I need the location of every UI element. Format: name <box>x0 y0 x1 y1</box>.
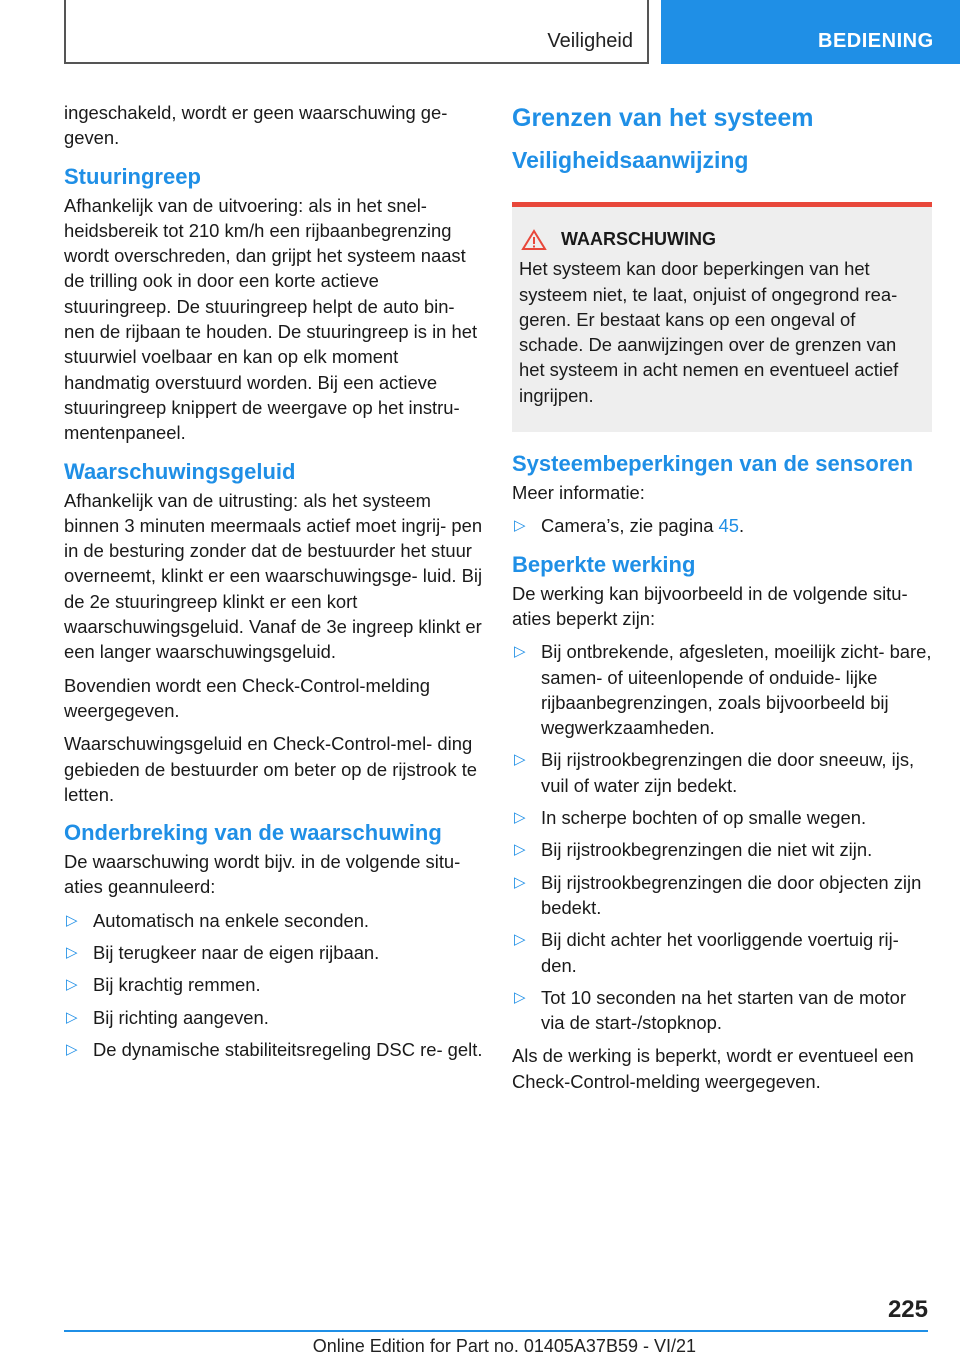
page-link[interactable]: 45 <box>718 515 739 537</box>
triangle-bullet-icon: ▷ <box>66 976 78 994</box>
onderbreking-list <box>64 908 484 1062</box>
list-item: ▷ Bij rijstrookbegrenzingen die door sneeuw, ijs, vuil of water zijn bedekt. <box>514 749 915 796</box>
section-label: Veiligheid <box>547 30 633 52</box>
triangle-bullet-icon: ▷ <box>514 931 526 949</box>
page-title: Grenzen van het systeem <box>512 104 814 132</box>
beperkt-list <box>512 639 932 1035</box>
warning-label: WAARSCHUWING <box>561 229 716 249</box>
triangle-bullet-icon: ▷ <box>66 1008 78 1026</box>
chapter-tab[interactable] <box>661 0 960 64</box>
list-item: ▷ Bij rijstrookbegrenzingen die niet wit zijn. <box>512 837 932 862</box>
edition-note: Online Edition for Part no. 01405A37B59 - VI/21 <box>312 1336 696 1356</box>
stuuringreep-text: Afhankelijk van de uitvoering: als in het snel‐ heidsbereik tot 210 km/h een rijbaanbegrenzing wordt overschreden, dan grijpt het systeem naast de trilling ook in door een korte actieve stuuringreep. De stuuringreep helpt de auto bin‐ nen de rijbaan te houden. De stuuringreep is in het stuurwiel voelbaar en kan op elk moment handmatig overstuurd worden. Bij een actieve stuuringreep knippert de weergave op het instru‐ mentenpaneel. <box>64 194 478 444</box>
heading-stuuringreep: Stuuringreep <box>64 163 201 189</box>
heading-beperkte-werking: Beperkte werking <box>512 551 696 577</box>
list-item: ▷ Tot 10 seconden na het starten van de motor via de start-/stopknop. <box>514 986 906 1034</box>
geluid-text-1: Afhankelijk van de uitrusting: als het systeem binnen 3 minuten meermaals actief moet ingrij‐ pen in de besturing zonder dat de bestuurder het stuur overneemt, klinkt er een waarschuwingsge‐ luid. Bij de 2e stuuringreep klinkt er een kort waarschuwingsgeluid. Vanaf de 3e ingreep klinkt er een langer waarschuwingsgeluid. <box>64 489 483 663</box>
intro-text: ingeschakeld, wordt er geen waarschuwing ge‐ geven. <box>64 102 448 149</box>
beperkt-closing: Als de werking is beperkt, wordt er eventueel een Check-Control-melding weergegeven. <box>512 1045 914 1092</box>
triangle-bullet-icon: ▷ <box>514 841 526 859</box>
heading-sensoren: Systeembeperkingen van de sensoren <box>512 451 914 477</box>
subtitle-veiligheid: Veiligheidsaanwijzing <box>512 147 749 173</box>
list-item: ▷ Bij terugkeer naar de eigen rijbaan. <box>64 940 484 965</box>
sensoren-list <box>512 513 932 538</box>
triangle-bullet-icon: ▷ <box>514 988 526 1006</box>
footer-divider <box>64 1330 928 1332</box>
page-number: 225 <box>887 1296 928 1323</box>
list-item: ▷ Automatisch na enkele seconden. <box>64 908 484 933</box>
right-column <box>512 100 932 1102</box>
warning-box <box>512 202 932 432</box>
triangle-bullet-icon: ▷ <box>514 873 526 891</box>
list-item: ▷ In scherpe bochten of op smalle wegen. <box>512 805 932 830</box>
list-item: ▷ Bij ontbrekende, afgesleten, moeilijk zicht‐ bare, samen- of uiteenlopende of onduide‐ lijke rijbaanbegrenzingen, zoals bijvoorbeeld bij wegwerkzaamheden. <box>514 641 932 739</box>
warning-triangle-icon <box>521 229 547 251</box>
list-item: ▷ Bij richting aangeven. <box>64 1005 484 1030</box>
geluid-text-3: Waarschuwingsgeluid en Check-Control-mel‐ ding gebieden de bestuurder om beter op de rijstrook te letten. <box>64 733 478 805</box>
list-item: ▷ Bij rijstrookbegrenzingen die door objecten zijn bedekt. <box>514 871 922 918</box>
list-item: ▷ De dynamische stabiliteitsregeling DSC re‐ gelt. <box>64 1037 484 1062</box>
sensoren-text: Meer informatie: <box>512 482 645 504</box>
onderbreking-text: De waarschuwing wordt bijv. in de volgende situ‐ aties geannuleerd: <box>64 851 461 898</box>
list-item: ▷ Bij dicht achter het voorliggende voertuig rij‐ den. <box>514 929 899 976</box>
list-item: ▷ Bij krachtig remmen. <box>64 972 484 997</box>
heading-waarschuwingsgeluid: Waarschuwingsgeluid <box>64 458 296 484</box>
triangle-bullet-icon: ▷ <box>66 944 78 962</box>
beperkt-text: De werking kan bijvoorbeeld in de volgende situ‐ aties beperkt zijn: <box>512 582 908 629</box>
warning-text: Het systeem kan door beperkingen van het systeem niet, te laat, onjuist of ongegrond rea‐ geren. Er bestaat kans op een ongeval of schade. De aanwijzingen over de grenzen van het systeem in acht nemen en eventueel actief ingrijpen. <box>519 258 899 406</box>
triangle-bullet-icon: ▷ <box>514 643 526 661</box>
list-item: ▷ Camera’s, zie pagina 45. <box>512 513 932 538</box>
chapter-label: BEDIENING <box>818 30 934 52</box>
warning-title <box>519 227 924 252</box>
geluid-text-2: Bovendien wordt een Check-Control-melding weergegeven. <box>64 674 430 721</box>
triangle-bullet-icon: ▷ <box>66 911 78 929</box>
header-frame <box>64 0 649 64</box>
heading-onderbreking: Onderbreking van de waarschuwing <box>64 820 442 846</box>
triangle-bullet-icon: ▷ <box>514 751 526 769</box>
triangle-bullet-icon: ▷ <box>514 517 526 535</box>
triangle-bullet-icon: ▷ <box>66 1040 78 1058</box>
left-column <box>64 100 484 1070</box>
triangle-bullet-icon: ▷ <box>514 809 526 827</box>
